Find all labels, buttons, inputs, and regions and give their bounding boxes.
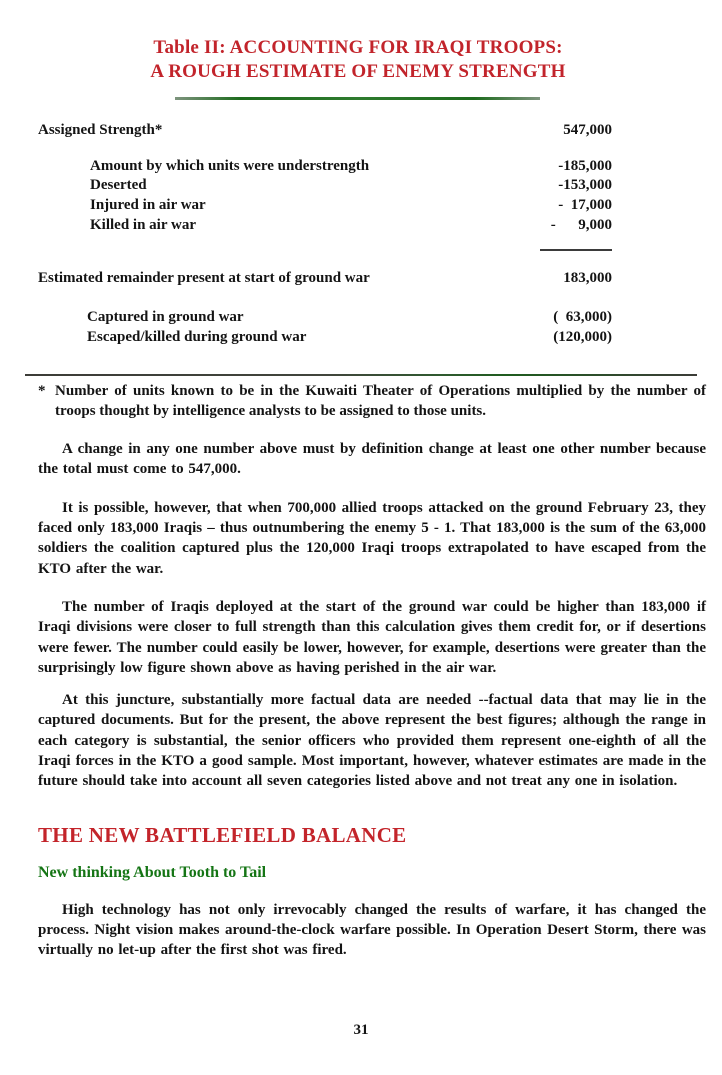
table-row-deserted [38, 176, 706, 196]
row-value: -153,000 [558, 177, 612, 194]
table-row-escaped [38, 328, 706, 348]
row-label: Escaped/killed during ground war [87, 328, 307, 345]
footnote [38, 381, 706, 421]
table-row-captured [38, 308, 706, 328]
section-subheading: New thinking About Tooth to Tail [38, 863, 267, 881]
title-rule [175, 97, 540, 100]
row-label: Amount by which units were understrength [90, 157, 370, 174]
table-row-killed [38, 216, 706, 236]
subtotal-rule [540, 249, 612, 251]
paragraph-high-technology: High technology has not only irrevocably changed the results of warfare, it has changed the process. Night vision makes around-the-clock warfare possible. In Operation Desert Storm, there was virtually no let-up after the first shot was fired. [38, 901, 706, 959]
row-label: Assigned Strength* [38, 122, 163, 138]
table-title-line2: A ROUGH ESTIMATE OF ENEMY STRENGTH [150, 61, 566, 82]
footnote-rule [25, 374, 697, 377]
table-row-injured [38, 196, 706, 216]
row-label: Injured in air war [90, 197, 206, 214]
paragraph-change-in-number: A change in any one number above must by definition change at least one other number because the total must come to 547,000. [38, 441, 706, 478]
footnote-text: Number of units known to be in the Kuwaiti Theater of Operations multiplied by the number of troops thought by intelligence analysts to be assigned to those units. [55, 383, 706, 420]
row-label: Deserted [90, 177, 147, 194]
paragraph-number-deployed: The number of Iraqis deployed at the start of the ground war could be higher than 183,000 if Iraqi divisions were closer to full strength than this calculation gives them credit for, or if desertions were fewer. The number could easily be lower, however, for example, desertions were greater than the surprisingly low figure shown above as having perished in the air war. [38, 598, 706, 676]
row-label: Killed in air war [90, 216, 196, 233]
row-value: ( 63,000) [553, 309, 612, 326]
page-number: 31 [353, 1022, 369, 1038]
table-title-line1: Table II: ACCOUNTING FOR IRAQI TROOPS: [153, 37, 563, 58]
table-row-assigned-strength [38, 121, 706, 141]
paragraph-it-is-possible: It is possible, however, that when 700,000 allied troops attacked on the ground February 23, they faced only 183,000 Iraqis – thus outnumbering the enemy 5 - 1. That 183,000 is the sum of the 63,000 soldiers the coalition captured plus the 120,000 Iraqi troops extrapolated to have escaped from the KTO after the war. [38, 499, 706, 577]
table-row-understrength [38, 157, 706, 177]
row-value: - 9,000 [550, 216, 612, 233]
row-value: (120,000) [553, 328, 612, 345]
row-value: 547,000 [563, 122, 612, 138]
row-label: Captured in ground war [87, 309, 244, 326]
row-label: Estimated remainder present at start of ground war [38, 269, 370, 286]
table-row-estimated-remainder [38, 269, 706, 289]
row-value: - 17,000 [558, 197, 612, 214]
section-heading: THE NEW BATTLEFIELD BALANCE [38, 822, 407, 847]
paragraph-at-this-juncture: At this juncture, substantially more factual data are needed --factual data that may lie in the captured documents. But for the present, the above represent the best figures; although the range in each category is substantial, the senior officers who provided them represent one-eighth of all the Iraqi forces in the KTO a good sample. Most important, however, whatever estimates are made in the future should take into account all seven categories listed above and not treat any one in isolation. [38, 692, 706, 790]
table-title [38, 36, 678, 84]
row-value: 183,000 [563, 269, 612, 286]
row-value: -185,000 [558, 157, 612, 174]
footnote-marker: * [38, 383, 46, 400]
